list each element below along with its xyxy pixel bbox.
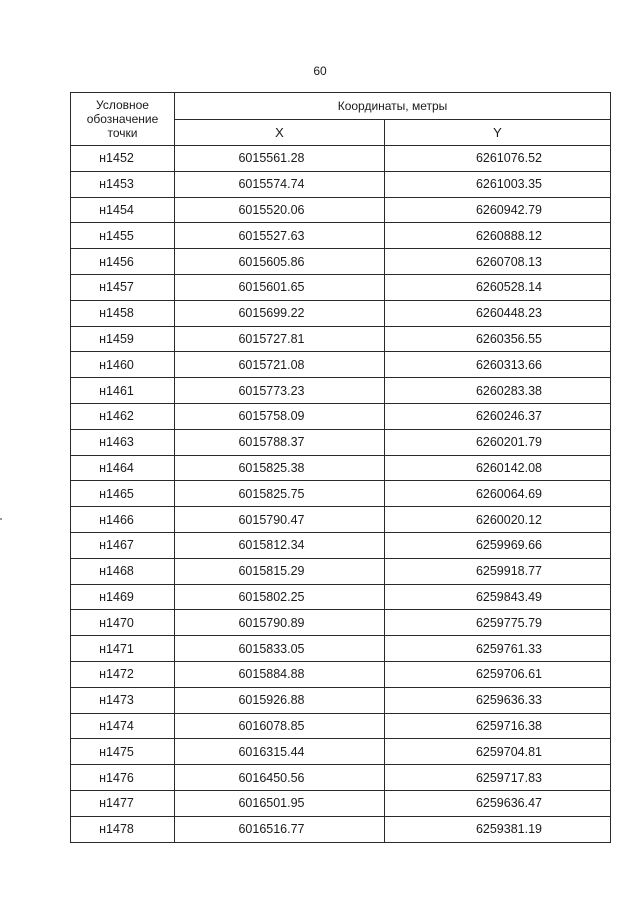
point-cell: н1472	[71, 661, 175, 687]
x-coordinate-cell: 6015833.05	[175, 636, 385, 662]
point-cell: н1459	[71, 326, 175, 352]
point-cell: н1452	[71, 146, 175, 172]
table-row	[71, 429, 611, 455]
point-cell: н1463	[71, 429, 175, 455]
point-cell: н1461	[71, 378, 175, 404]
x-coordinate-cell: 6015727.81	[175, 326, 385, 352]
y-coordinate-cell: 6260201.79	[385, 429, 611, 455]
point-cell: н1465	[71, 481, 175, 507]
y-coordinate-cell: 6260448.23	[385, 300, 611, 326]
table-row	[71, 790, 611, 816]
y-coordinate-cell: 6260528.14	[385, 274, 611, 300]
point-cell: н1464	[71, 455, 175, 481]
point-cell: н1453	[71, 171, 175, 197]
point-cell: н1462	[71, 403, 175, 429]
table-row	[71, 326, 611, 352]
x-coordinate-cell: 6015812.34	[175, 532, 385, 558]
y-coordinate-cell: 6260942.79	[385, 197, 611, 223]
y-coordinate-cell: 6259761.33	[385, 636, 611, 662]
point-cell: н1473	[71, 687, 175, 713]
point-cell: н1457	[71, 274, 175, 300]
table-row	[71, 636, 611, 662]
point-cell: н1458	[71, 300, 175, 326]
y-coordinate-cell: 6259636.33	[385, 687, 611, 713]
y-coordinate-cell: 6259775.79	[385, 610, 611, 636]
table-header	[71, 93, 611, 146]
table-row	[71, 816, 611, 842]
y-coordinate-cell: 6260020.12	[385, 507, 611, 533]
y-coordinate-cell: 6261003.35	[385, 171, 611, 197]
point-cell: н1474	[71, 713, 175, 739]
table-row	[71, 223, 611, 249]
x-coordinate-cell: 6015561.28	[175, 146, 385, 172]
x-coordinate-cell: 6015520.06	[175, 197, 385, 223]
y-coordinate-cell: 6260708.13	[385, 249, 611, 275]
point-cell: н1454	[71, 197, 175, 223]
x-coordinate-cell: 6015790.47	[175, 507, 385, 533]
point-cell: н1455	[71, 223, 175, 249]
point-cell: н1477	[71, 790, 175, 816]
point-designation-header: Условное обозначение точки	[71, 93, 175, 146]
x-coordinate-cell: 6015721.08	[175, 352, 385, 378]
x-coordinate-cell: 6015802.25	[175, 584, 385, 610]
x-coordinate-cell: 6015790.89	[175, 610, 385, 636]
y-coordinate-cell: 6260356.55	[385, 326, 611, 352]
y-coordinate-cell: 6261076.52	[385, 146, 611, 172]
x-coordinate-cell: 6015773.23	[175, 378, 385, 404]
point-cell: н1478	[71, 816, 175, 842]
table-row	[71, 146, 611, 172]
table-row	[71, 687, 611, 713]
table-row	[71, 274, 611, 300]
coordinates-table	[70, 92, 611, 843]
table-row	[71, 661, 611, 687]
y-coordinate-cell: 6259843.49	[385, 584, 611, 610]
y-coordinate-cell: 6260064.69	[385, 481, 611, 507]
x-coordinate-cell: 6015601.65	[175, 274, 385, 300]
x-coordinate-cell: 6015926.88	[175, 687, 385, 713]
point-cell: н1467	[71, 532, 175, 558]
header-row-top	[71, 93, 611, 120]
coordinates-header: Координаты, метры	[175, 93, 611, 120]
table-row	[71, 171, 611, 197]
y-coordinate-cell: 6259717.83	[385, 765, 611, 791]
x-coordinate-cell: 6015884.88	[175, 661, 385, 687]
x-coordinate-cell: 6015605.86	[175, 249, 385, 275]
x-coordinate-cell: 6015527.63	[175, 223, 385, 249]
x-coordinate-cell: 6016501.95	[175, 790, 385, 816]
table-row	[71, 558, 611, 584]
page-number: 60	[313, 64, 327, 78]
table-row	[71, 403, 611, 429]
scan-speck	[0, 518, 2, 520]
table-row	[71, 713, 611, 739]
table-body	[71, 146, 611, 843]
y-coordinate-cell: 6260313.66	[385, 352, 611, 378]
table-row	[71, 610, 611, 636]
point-cell: н1466	[71, 507, 175, 533]
y-coordinate-cell: 6260283.38	[385, 378, 611, 404]
y-coordinate-cell: 6259706.61	[385, 661, 611, 687]
y-column-header: Y	[385, 120, 611, 146]
point-cell: н1456	[71, 249, 175, 275]
y-coordinate-cell: 6259381.19	[385, 816, 611, 842]
x-coordinate-cell: 6015699.22	[175, 300, 385, 326]
table-row	[71, 739, 611, 765]
y-coordinate-cell: 6260246.37	[385, 403, 611, 429]
y-coordinate-cell: 6259969.66	[385, 532, 611, 558]
x-coordinate-cell: 6016315.44	[175, 739, 385, 765]
table-row	[71, 507, 611, 533]
x-coordinate-cell: 6015825.38	[175, 455, 385, 481]
y-coordinate-cell: 6260142.08	[385, 455, 611, 481]
table-row	[71, 249, 611, 275]
table-row	[71, 300, 611, 326]
x-coordinate-cell: 6016516.77	[175, 816, 385, 842]
x-coordinate-cell: 6015788.37	[175, 429, 385, 455]
table-row	[71, 455, 611, 481]
table-row	[71, 532, 611, 558]
y-coordinate-cell: 6259918.77	[385, 558, 611, 584]
x-coordinate-cell: 6016450.56	[175, 765, 385, 791]
y-coordinate-cell: 6260888.12	[385, 223, 611, 249]
point-cell: н1475	[71, 739, 175, 765]
x-coordinate-cell: 6015825.75	[175, 481, 385, 507]
point-cell: н1476	[71, 765, 175, 791]
table-row	[71, 765, 611, 791]
x-coordinate-cell: 6016078.85	[175, 713, 385, 739]
point-cell: н1470	[71, 610, 175, 636]
point-cell: н1471	[71, 636, 175, 662]
y-coordinate-cell: 6259716.38	[385, 713, 611, 739]
point-cell: н1460	[71, 352, 175, 378]
table-row	[71, 352, 611, 378]
point-cell: н1468	[71, 558, 175, 584]
table-row	[71, 584, 611, 610]
x-column-header: X	[175, 120, 385, 146]
table-row	[71, 481, 611, 507]
y-coordinate-cell: 6259704.81	[385, 739, 611, 765]
y-coordinate-cell: 6259636.47	[385, 790, 611, 816]
table-row	[71, 197, 611, 223]
point-cell: н1469	[71, 584, 175, 610]
x-coordinate-cell: 6015815.29	[175, 558, 385, 584]
x-coordinate-cell: 6015758.09	[175, 403, 385, 429]
x-coordinate-cell: 6015574.74	[175, 171, 385, 197]
table-row	[71, 378, 611, 404]
